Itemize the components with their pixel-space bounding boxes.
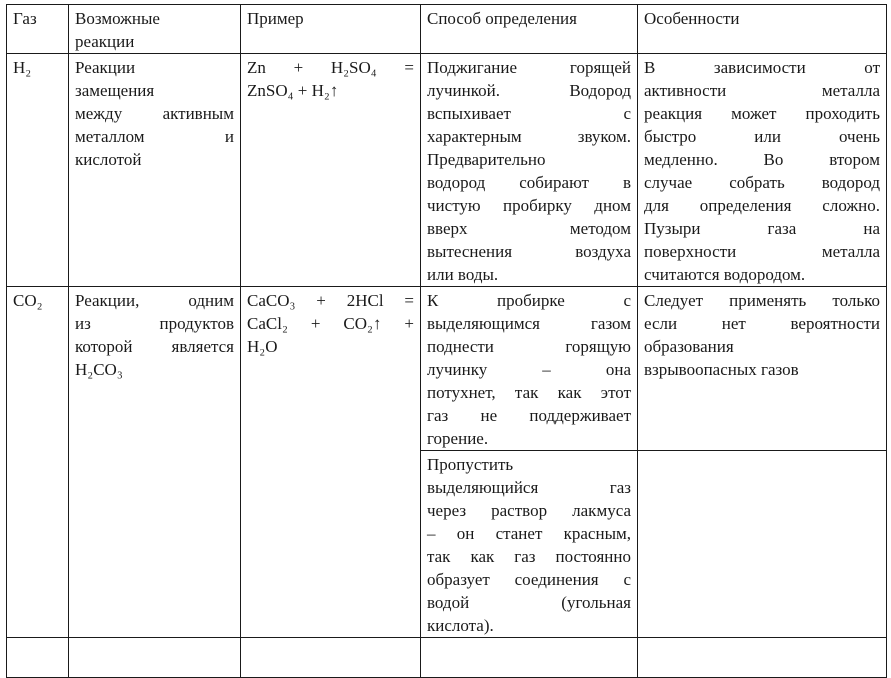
text-line: взрывоопасных газов	[644, 360, 799, 379]
cell-co2-example	[241, 287, 421, 638]
cell-co2-gas	[7, 287, 69, 638]
header-determination-method	[421, 5, 638, 54]
text-line: случае собрать водород	[644, 173, 880, 192]
text-line: Пузыри газа на	[644, 219, 880, 238]
text-line: кислота).	[427, 616, 494, 635]
text-line: Реакции	[75, 58, 136, 77]
text-line: H₂	[13, 58, 32, 77]
cell-co2-features-empty	[638, 451, 887, 638]
document-page	[0, 4, 891, 634]
text-line: К пробирке с	[427, 291, 631, 310]
text-line: CO₂	[13, 291, 43, 310]
cell-h2-features	[638, 54, 887, 287]
text-line: горение.	[427, 429, 489, 448]
cell-partial-example	[241, 638, 421, 678]
text-line: кислотой	[75, 150, 142, 169]
text-line: замещения	[75, 81, 155, 100]
row-co2-top	[7, 287, 887, 451]
text-line: быстро или очень	[644, 127, 880, 146]
text-line: лучинкой. Водород	[427, 81, 631, 100]
text-line: реакция может проходить	[644, 104, 880, 123]
text-line: Способ определения	[427, 9, 577, 28]
text-line: активности металла	[644, 81, 880, 100]
text-line: образования	[644, 337, 734, 356]
text-line: лучинку – она	[427, 360, 631, 379]
text-line: если нет вероятности	[644, 314, 880, 333]
row-h2	[7, 54, 887, 287]
header-row	[7, 5, 887, 54]
text-line: Особенности	[644, 9, 740, 28]
text-line: Газ	[13, 9, 37, 28]
cell-co2-method-splint	[421, 287, 638, 451]
text-line: реакции	[75, 32, 135, 51]
text-line: CaCl₂ + CO₂↑ +	[247, 314, 414, 333]
text-line: Поджигание горящей	[427, 58, 631, 77]
text-line: между активным	[75, 104, 234, 123]
text-line: Реакции, одним	[75, 291, 234, 310]
cell-partial-gas	[7, 638, 69, 678]
cell-partial-reactions	[69, 638, 241, 678]
text-line: для определения сложно.	[644, 196, 880, 215]
cell-h2-gas	[7, 54, 69, 287]
cell-partial-features	[638, 638, 887, 678]
text-line: Пропустить	[427, 455, 514, 474]
text-line: CaCO₃ + 2HCl =	[247, 291, 414, 310]
text-line: из продуктов	[75, 314, 234, 333]
text-line: поверхности металла	[644, 242, 880, 261]
text-line: водой (угольная	[427, 593, 631, 612]
cell-co2-reactions	[69, 287, 241, 638]
text-line: Пример	[247, 9, 304, 28]
text-line: выделяющимся газом	[427, 314, 631, 333]
cell-co2-features	[638, 287, 887, 451]
text-line: ZnSO₄ + H₂↑	[247, 81, 339, 100]
text-line: потухнет, так как этот	[427, 383, 631, 402]
text-line: которой является	[75, 337, 234, 356]
header-features	[638, 5, 887, 54]
text-line: через раствор лакмуса	[427, 501, 631, 520]
cell-h2-example	[241, 54, 421, 287]
text-line: считаются водородом.	[644, 265, 806, 284]
text-line: – он станет красным,	[427, 524, 631, 543]
header-example	[241, 5, 421, 54]
text-line: медленно. Во втором	[644, 150, 880, 169]
text-line: поднести горящую	[427, 337, 631, 356]
header-gas	[7, 5, 69, 54]
cell-co2-method-litmus	[421, 451, 638, 638]
text-line: или воды.	[427, 265, 499, 284]
text-line: чистую пробирку дном	[427, 196, 631, 215]
gas-identification-table	[6, 4, 887, 678]
text-line: так как газ постоянно	[427, 547, 631, 566]
text-line: H₂O	[247, 337, 278, 356]
text-line: водород собирают в	[427, 173, 631, 192]
cell-partial-method	[421, 638, 638, 678]
text-line: металлом и	[75, 127, 234, 146]
text-line: образует соединения с	[427, 570, 631, 589]
text-line: вытеснения воздуха	[427, 242, 631, 261]
text-line: вспыхивает с	[427, 104, 631, 123]
text-line: Zn + H₂SO₄ =	[247, 58, 414, 77]
header-possible-reactions	[69, 5, 241, 54]
text-line: Предварительно	[427, 150, 546, 169]
text-line: Возможные	[75, 9, 160, 28]
cell-h2-reactions	[69, 54, 241, 287]
row-next-partial	[7, 638, 887, 678]
text-line: H₂CO₃	[75, 360, 123, 379]
cell-h2-method	[421, 54, 638, 287]
text-line: В зависимости от	[644, 58, 880, 77]
text-line: газ не поддерживает	[427, 406, 631, 425]
text-line: Следует применять только	[644, 291, 880, 310]
text-line	[644, 453, 880, 476]
text-line: выделяющийся газ	[427, 478, 631, 497]
text-line: вверх методом	[427, 219, 631, 238]
text-line: характерным звуком.	[427, 127, 631, 146]
